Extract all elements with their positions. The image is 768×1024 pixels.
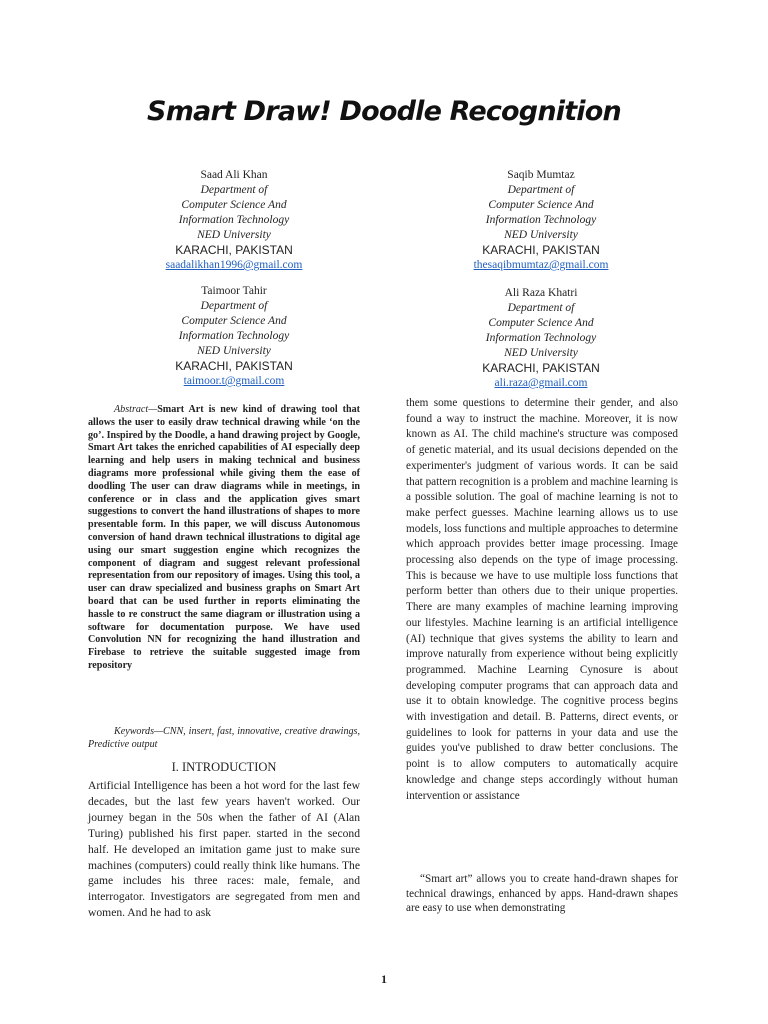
intro-paragraph: Artificial Intelligence has been a hot word for the last few decades, but the last few years haven't worked. Our journey began in the 50s when the father of AI (Alan Turing) published his first paper. started in the second half. He developed an imitation game just to make sure machines (computers) could really think like humans. The game includes his three races: male, female, and interrogator. Investigators are segregated from men and women. And he had to ask [88,779,360,920]
author-email-link[interactable]: saadalikhan1996@gmail.com [165,259,303,271]
author-email-link[interactable]: ali.raza@gmail.com [494,377,588,389]
body-paragraph [406,872,678,916]
author-name: Saqib Mumtaz [507,169,575,181]
author-university: NED University [197,345,271,357]
author-dept: Department of [200,184,268,196]
section-heading: I. INTRODUCTION [171,760,277,774]
paper-title: Smart Draw! Doodle Recognition [147,96,621,127]
author-block-2 [421,168,661,273]
keywords [88,725,360,751]
author-block-4 [421,286,661,391]
page-number: 1 [381,972,387,986]
author-country: KARACHI, PAKISTAN [482,243,600,257]
author-dept: Information Technology [485,332,597,344]
author-name: Taimoor Tahir [201,285,267,297]
author-block-3 [114,284,354,389]
author-email-link[interactable]: taimoor.t@gmail.com [183,375,285,387]
author-dept: Computer Science And [488,317,594,329]
author-university: NED University [504,229,578,241]
author-name: Ali Raza Khatri [504,287,578,299]
author-dept: Computer Science And [488,199,594,211]
body-paragraph: them some questions to determine their gender, and also found a way to instruct the machine. Moreover, it is now known as AI. The child machine's structure was composed of genetic material, and its usual decisions depended on the experimenter's judgment of various words. It can be said that pattern recognition is a problem and machine learning is a possible solution. The goal of machine learning is not to make perfect guesses. Machine learning allows us to use models, loss functions and multiple approaches to determine which approach provides better image processing. Image processing also depends on the type of image processing. This is because we have to use multiple loss functions that perform better than others due to their unique properties. There are many examples of machine learning improving our lifestyles. Machine learning is an artificial intelligence (AI) technique that gives systems the ability to learn and improve naturally from experience without being explicitly programmed. Machine Learning Cynosure is about developing computer programs that can approach data and use it to obtain knowledge. The cognitive process begins with investigation and detail. B. Patterns, direct events, or guidelines to look for patterns in your data and use the guides you've published to draw better conclusions. The point is to allow computers to automatically acquire knowledge and change steps accordingly without human intervention or assistance [406,397,678,802]
author-country: KARACHI, PAKISTAN [175,243,293,257]
author-dept: Computer Science And [181,199,287,211]
author-block-1 [114,168,354,273]
author-dept: Information Technology [178,214,290,226]
author-dept: Information Technology [485,214,597,226]
author-name: Saad Ali Khan [200,169,268,181]
author-email-link[interactable]: thesaqibmumtaz@gmail.com [473,259,609,271]
author-dept: Department of [200,300,268,312]
abstract-text: Smart Art is new kind of drawing tool that allows the user to easily draw technical drawing while ‘on the go’. Inspired by the Doodle, a hand drawing project by Google, Smart Art takes the enriched capabilities of AI especially deep learning and help users in making technical and business diagrams more professional while giving them the ease of doodling The user can draw diagrams while in meetings, in conference or in class and the application gives smart suggestions to convert the hand illustrations of shapes to more presentable form. In this paper, we will discuss Autonomous conversion of hand drawn technical illustrations to digital age using our smart suggestion engine which recognizes the component of diagram and suggest relevant professional representation from our repository of images. Using this tool, a user can draw specialized and business graphs on Smart Art board that can be used further in reports eliminating the hassle to re construct the same diagram or illustration using a software for documentation purpose. We have used Convolution NN for recognizing the hand illustration and Firebase to retrieve the suitable suggested image from repository [88,404,360,671]
author-dept: Department of [507,184,575,196]
author-university: NED University [197,229,271,241]
abstract-label: Abstract— [114,404,158,415]
author-dept: Computer Science And [181,315,287,327]
keywords-text: Keywords—CNN, insert, fast, innovative, creative drawings, Predictive output [88,726,360,750]
author-dept: Department of [507,302,575,314]
abstract [88,404,360,673]
author-country: KARACHI, PAKISTAN [482,361,600,375]
author-dept: Information Technology [178,330,290,342]
body-paragraph-text: “Smart art” allows you to create hand-drawn shapes for technical drawings, enhanced by apps. Hand-drawn shapes are easy to use when demonstrating [406,873,678,915]
author-university: NED University [504,347,578,359]
author-country: KARACHI, PAKISTAN [175,359,293,373]
